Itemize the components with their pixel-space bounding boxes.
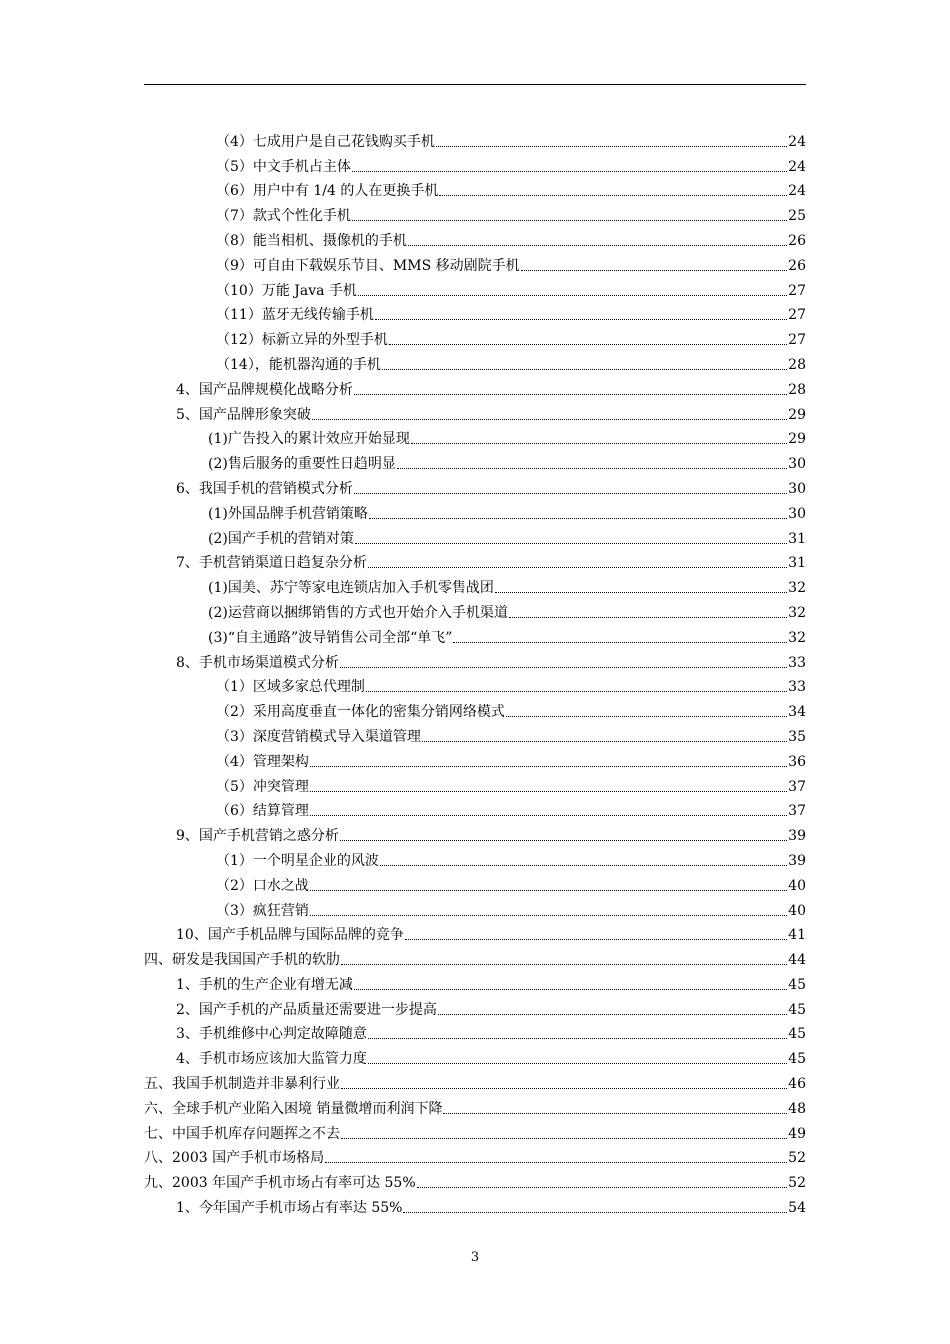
toc-dot-leader — [380, 864, 787, 866]
toc-entry-page: 26 — [788, 257, 806, 274]
toc-dot-leader — [403, 1211, 787, 1213]
toc-entry[interactable] — [144, 1067, 806, 1092]
toc-entry[interactable] — [144, 199, 806, 224]
toc-dot-leader — [439, 194, 787, 196]
toc-entry[interactable] — [144, 1166, 806, 1191]
toc-entry-page: 52 — [788, 1150, 806, 1167]
toc-dot-leader — [352, 219, 787, 221]
toc-dot-leader — [341, 963, 787, 965]
toc-entry[interactable] — [144, 869, 806, 894]
toc-entry[interactable] — [144, 745, 806, 770]
toc-entry-title: （7）款式个性化手机 — [216, 208, 351, 225]
toc-entry[interactable] — [144, 943, 806, 968]
toc-entry[interactable] — [144, 968, 806, 993]
toc-entry-title: （4）管理架构 — [216, 753, 309, 770]
header-rule — [144, 84, 806, 85]
toc-entry[interactable] — [144, 993, 806, 1018]
toc-entry-title: (2)售后服务的重要性日趋明显 — [208, 456, 396, 473]
toc-entry-page: 26 — [788, 232, 806, 249]
toc-dot-leader — [408, 244, 787, 246]
toc-dot-leader — [358, 294, 787, 296]
toc-entry-page: 28 — [788, 381, 806, 398]
toc-entry-page: 24 — [788, 133, 806, 150]
toc-entry[interactable] — [144, 621, 806, 646]
toc-dot-leader — [495, 591, 787, 593]
toc-dot-leader — [438, 1013, 787, 1015]
toc-entry-page: 29 — [788, 406, 806, 423]
toc-dot-leader — [310, 790, 787, 792]
toc-entry[interactable] — [144, 770, 806, 795]
toc-entry-title: （6）用户中有 1/4 的人在更换手机 — [216, 183, 439, 200]
toc-dot-leader — [521, 269, 788, 271]
toc-entry-title: （14），能机器沟通的手机 — [216, 356, 381, 373]
toc-entry[interactable] — [144, 819, 806, 844]
toc-entry[interactable] — [144, 522, 806, 547]
toc-entry-page: 41 — [788, 927, 806, 944]
toc-entry-page: 28 — [788, 356, 806, 373]
toc-entry[interactable] — [144, 348, 806, 373]
toc-entry-title: 8、手机市场渠道模式分析 — [176, 654, 339, 671]
toc-entry[interactable] — [144, 423, 806, 448]
toc-entry-page: 40 — [788, 877, 806, 894]
toc-dot-leader — [354, 492, 787, 494]
toc-entry-title: 3、手机维修中心判定故障随意 — [176, 1026, 367, 1043]
toc-entry-title: 九、2003 年国产手机市场占有率可达 55% — [144, 1175, 416, 1192]
table-of-contents — [144, 125, 806, 1216]
toc-dot-leader — [325, 1161, 787, 1163]
toc-entry[interactable] — [144, 1042, 806, 1067]
toc-dot-leader — [405, 938, 787, 940]
toc-entry-page: 45 — [788, 1026, 806, 1043]
toc-entry-page: 25 — [788, 208, 806, 225]
toc-entry-title: 四、研发是我国国产手机的软肋 — [144, 952, 340, 969]
toc-dot-leader — [310, 914, 787, 916]
page-number: 3 — [470, 1250, 480, 1265]
toc-dot-leader — [352, 170, 787, 172]
toc-entry[interactable] — [144, 646, 806, 671]
toc-entry[interactable] — [144, 1142, 806, 1167]
toc-entry-page: 29 — [788, 431, 806, 448]
toc-entry-title: （6）结算管理 — [216, 803, 309, 820]
toc-entry[interactable] — [144, 323, 806, 348]
toc-dot-leader — [310, 814, 787, 816]
toc-dot-leader — [453, 641, 787, 643]
toc-entry-title: （3）疯狂营销 — [216, 902, 309, 919]
toc-entry-page: 27 — [788, 307, 806, 324]
toc-dot-leader — [368, 566, 787, 568]
toc-entry-title: 6、我国手机的营销模式分析 — [176, 480, 353, 497]
toc-dot-leader — [506, 715, 787, 717]
toc-entry-page: 30 — [788, 456, 806, 473]
toc-entry-title: （1）区域多家总代理制 — [216, 679, 365, 696]
toc-entry-page: 27 — [788, 282, 806, 299]
toc-dot-leader — [436, 145, 787, 147]
toc-dot-leader — [389, 343, 787, 345]
toc-dot-leader — [340, 666, 787, 668]
toc-dot-leader — [375, 318, 787, 320]
toc-entry-page: 54 — [788, 1200, 806, 1217]
toc-entry-title: （10）万能 Java 手机 — [216, 282, 357, 299]
toc-entry-title: （1）一个明星企业的风波 — [216, 852, 379, 869]
toc-entry[interactable] — [144, 795, 806, 820]
toc-dot-leader — [368, 1037, 787, 1039]
toc-dot-leader — [354, 393, 787, 395]
toc-entry-title: (1)外国品牌手机营销策略 — [208, 505, 368, 522]
toc-entry-page: 39 — [788, 828, 806, 845]
toc-dot-leader — [397, 467, 787, 469]
toc-entry-page: 27 — [788, 332, 806, 349]
toc-entry[interactable] — [144, 1191, 806, 1216]
toc-entry[interactable] — [144, 1018, 806, 1043]
toc-dot-leader — [340, 839, 787, 841]
toc-entry[interactable] — [144, 919, 806, 944]
toc-dot-leader — [355, 542, 787, 544]
toc-entry-title: （12）标新立异的外型手机 — [216, 332, 388, 349]
toc-dot-leader — [417, 1186, 788, 1188]
toc-entry[interactable] — [144, 671, 806, 696]
toc-entry[interactable] — [144, 249, 806, 274]
toc-dot-leader — [422, 740, 787, 742]
toc-entry-page: 33 — [788, 679, 806, 696]
toc-entry-title: 七、中国手机库存问题挥之不去 — [144, 1125, 340, 1142]
toc-entry-page: 33 — [788, 654, 806, 671]
toc-dot-leader — [312, 418, 787, 420]
toc-entry-title: （11）蓝牙无线传输手机 — [216, 307, 374, 324]
toc-entry-page: 32 — [788, 580, 806, 597]
toc-entry[interactable] — [144, 1092, 806, 1117]
toc-entry[interactable] — [144, 447, 806, 472]
toc-entry[interactable] — [144, 274, 806, 299]
toc-entry-page: 49 — [788, 1125, 806, 1142]
toc-entry[interactable] — [144, 150, 806, 175]
toc-entry-page: 45 — [788, 1051, 806, 1068]
toc-entry-title: (1)广告投入的累计效应开始显现 — [208, 431, 410, 448]
toc-entry-title: 八、2003 国产手机市场格局 — [144, 1150, 325, 1167]
toc-entry[interactable] — [144, 398, 806, 423]
toc-entry-page: 40 — [788, 902, 806, 919]
toc-entry-page: 44 — [788, 952, 806, 969]
toc-dot-leader — [369, 517, 787, 519]
toc-entry-page: 39 — [788, 852, 806, 869]
toc-entry-page: 37 — [788, 778, 806, 795]
toc-entry-title: （9）可自由下载娱乐节目、MMS 移动剧院手机 — [216, 257, 520, 274]
toc-entry-title: 4、国产品牌规模化战略分析 — [176, 381, 353, 398]
toc-dot-leader — [509, 616, 787, 618]
toc-entry-title: 10、国产手机品牌与国际品牌的竞争 — [176, 927, 404, 944]
toc-entry-title: 9、国产手机营销之惑分析 — [176, 828, 339, 845]
toc-entry-page: 24 — [788, 183, 806, 200]
toc-entry-title: (2)运营商以捆绑销售的方式也开始介入手机渠道 — [208, 604, 508, 621]
toc-entry[interactable] — [144, 299, 806, 324]
toc-entry-page: 52 — [788, 1175, 806, 1192]
toc-entry-page: 35 — [788, 728, 806, 745]
toc-entry-title: 1、手机的生产企业有增无减 — [176, 976, 353, 993]
toc-entry-title: （2）口水之战 — [216, 877, 309, 894]
toc-entry-title: 4、手机市场应该加大监管力度 — [176, 1051, 367, 1068]
toc-entry-title: 1、今年国产手机市场占有率达 55% — [176, 1200, 403, 1217]
toc-entry-title: 五、我国手机制造并非暴利行业 — [144, 1076, 340, 1093]
toc-entry-title: 2、国产手机的产品质量还需要进一步提高 — [176, 1001, 437, 1018]
toc-entry-page: 30 — [788, 505, 806, 522]
toc-entry-title: (1)国美、苏宁等家电连锁店加入手机零售战团 — [208, 580, 494, 597]
toc-entry-title: 5、国产品牌形象突破 — [176, 406, 311, 423]
toc-entry[interactable] — [144, 894, 806, 919]
toc-entry[interactable] — [144, 571, 806, 596]
toc-dot-leader — [368, 1062, 787, 1064]
toc-entry-title: （2）采用高度垂直一体化的密集分销网络模式 — [216, 704, 505, 721]
toc-entry-title: 六、全球手机产业陷入困境 销量微增而利润下降 — [144, 1100, 443, 1117]
toc-entry-page: 31 — [788, 555, 806, 572]
toc-entry[interactable] — [144, 175, 806, 200]
toc-entry[interactable] — [144, 373, 806, 398]
toc-entry-title: （4）七成用户是自己花钱购买手机 — [216, 133, 435, 150]
toc-entry[interactable] — [144, 844, 806, 869]
toc-dot-leader — [310, 889, 787, 891]
toc-entry-title: 7、手机营销渠道日趋复杂分析 — [176, 555, 367, 572]
toc-dot-leader — [382, 368, 787, 370]
toc-dot-leader — [310, 765, 787, 767]
toc-entry-page: 32 — [788, 604, 806, 621]
toc-entry-title: (3)“自主通路”波导销售公司全部“单飞” — [208, 629, 453, 646]
toc-dot-leader — [366, 690, 787, 692]
toc-entry-page: 32 — [788, 629, 806, 646]
toc-dot-leader — [354, 988, 787, 990]
toc-entry-page: 24 — [788, 158, 806, 175]
toc-entry[interactable] — [144, 125, 806, 150]
toc-entry-title: （5）冲突管理 — [216, 778, 309, 795]
toc-entry[interactable] — [144, 547, 806, 572]
toc-entry[interactable] — [144, 472, 806, 497]
toc-dot-leader — [411, 442, 787, 444]
toc-entry-page: 36 — [788, 753, 806, 770]
toc-entry-page: 31 — [788, 530, 806, 547]
toc-entry-page: 46 — [788, 1076, 806, 1093]
toc-entry[interactable] — [144, 596, 806, 621]
toc-entry-page: 45 — [788, 1001, 806, 1018]
toc-entry[interactable] — [144, 497, 806, 522]
toc-entry[interactable] — [144, 1117, 806, 1142]
toc-entry[interactable] — [144, 695, 806, 720]
toc-entry-page: 37 — [788, 803, 806, 820]
toc-entry-page: 30 — [788, 480, 806, 497]
toc-entry-title: （3）深度营销模式导入渠道管理 — [216, 728, 421, 745]
toc-entry-page: 45 — [788, 976, 806, 993]
toc-dot-leader — [341, 1137, 787, 1139]
toc-dot-leader — [443, 1112, 787, 1114]
toc-entry-page: 48 — [788, 1100, 806, 1117]
toc-entry-title: (2)国产手机的营销对策 — [208, 530, 354, 547]
toc-entry[interactable] — [144, 224, 806, 249]
toc-entry-title: （8）能当相机、摄像机的手机 — [216, 232, 407, 249]
toc-entry[interactable] — [144, 720, 806, 745]
toc-dot-leader — [341, 1087, 787, 1089]
toc-entry-title: （5）中文手机占主体 — [216, 158, 351, 175]
toc-entry-page: 34 — [788, 704, 806, 721]
